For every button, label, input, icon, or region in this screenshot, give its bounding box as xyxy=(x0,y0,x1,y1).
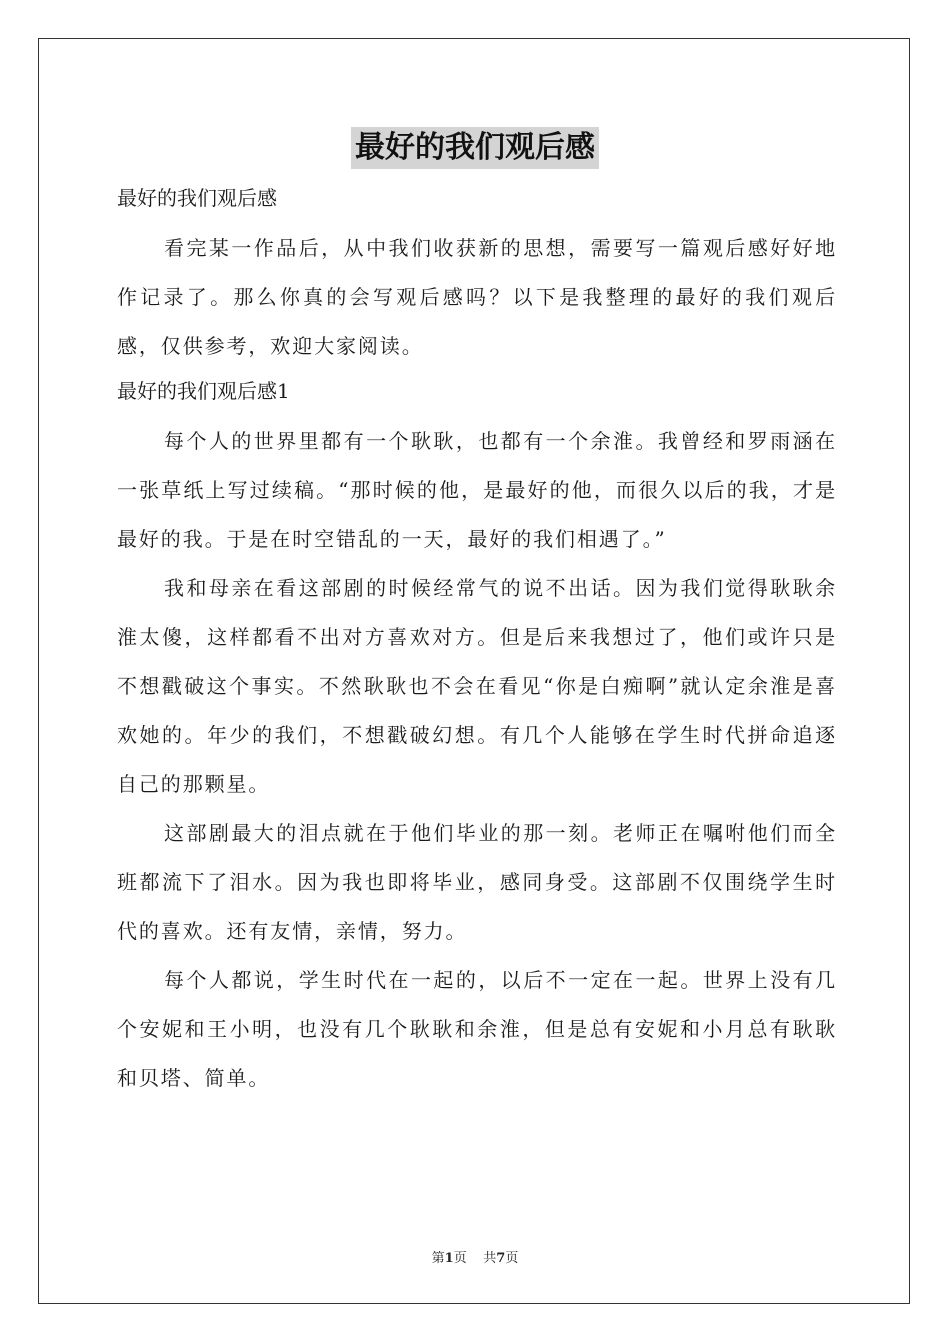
subheading: 最好的我们观后感 xyxy=(117,186,277,210)
section-heading: 最好的我们观后感1 xyxy=(117,379,290,403)
total-page-count: 7 xyxy=(496,1251,506,1266)
body-paragraph-2: 我和母亲在看这部剧的时候经常气的说不出话。因为我们觉得耿耿余淮太傻，这样都看不出对方喜欢对方。但是后来我想过了，他们或许只是不想戳破这个事实。不然耿耿也不会在看见“你是白痴啊”就认定余淮是喜欢她的。年少的我们，不想戳破幻想。有几个人能够在学生时代拼命追逐自己的那颗星。 xyxy=(117,576,837,796)
page-prefix: 第 xyxy=(431,1251,445,1266)
total-prefix: 共 xyxy=(483,1251,497,1266)
total-suffix: 页 xyxy=(505,1251,519,1266)
intro-paragraph: 看完某一作品后，从中我们收获新的思想，需要写一篇观后感好好地作记录了。那么你真的会写观后感吗？以下是我整理的最好的我们观后感，仅供参考，欢迎大家阅读。 xyxy=(117,236,837,358)
document-body xyxy=(117,178,837,1103)
current-page-number: 1 xyxy=(444,1251,454,1266)
page-indicator xyxy=(432,1247,467,1266)
title-container xyxy=(0,127,950,169)
body-paragraph-4: 每个人都说，学生时代在一起的，以后不一定在一起。世界上没有几个安妮和王小明，也没有几个耿耿和余淮，但是总有安妮和小月总有耿耿和贝塔、简单。 xyxy=(117,968,837,1090)
body-paragraph-1: 每个人的世界里都有一个耿耿，也都有一个余淮。我曾经和罗雨涵在一张草纸上写过续稿。“那时候的他，是最好的他，而很久以后的我，才是最好的我。于是在时空错乱的一天，最好的我们相遇了。” xyxy=(117,429,837,551)
page-suffix: 页 xyxy=(453,1251,467,1266)
page-footer xyxy=(0,1247,950,1266)
document-title: 最好的我们观后感 xyxy=(351,127,599,169)
total-pages-indicator xyxy=(483,1247,518,1266)
body-paragraph-3: 这部剧最大的泪点就在于他们毕业的那一刻。老师正在嘱咐他们而全班都流下了泪水。因为我也即将毕业，感同身受。这部剧不仅围绕学生时代的喜欢。还有友情，亲情，努力。 xyxy=(117,821,837,943)
